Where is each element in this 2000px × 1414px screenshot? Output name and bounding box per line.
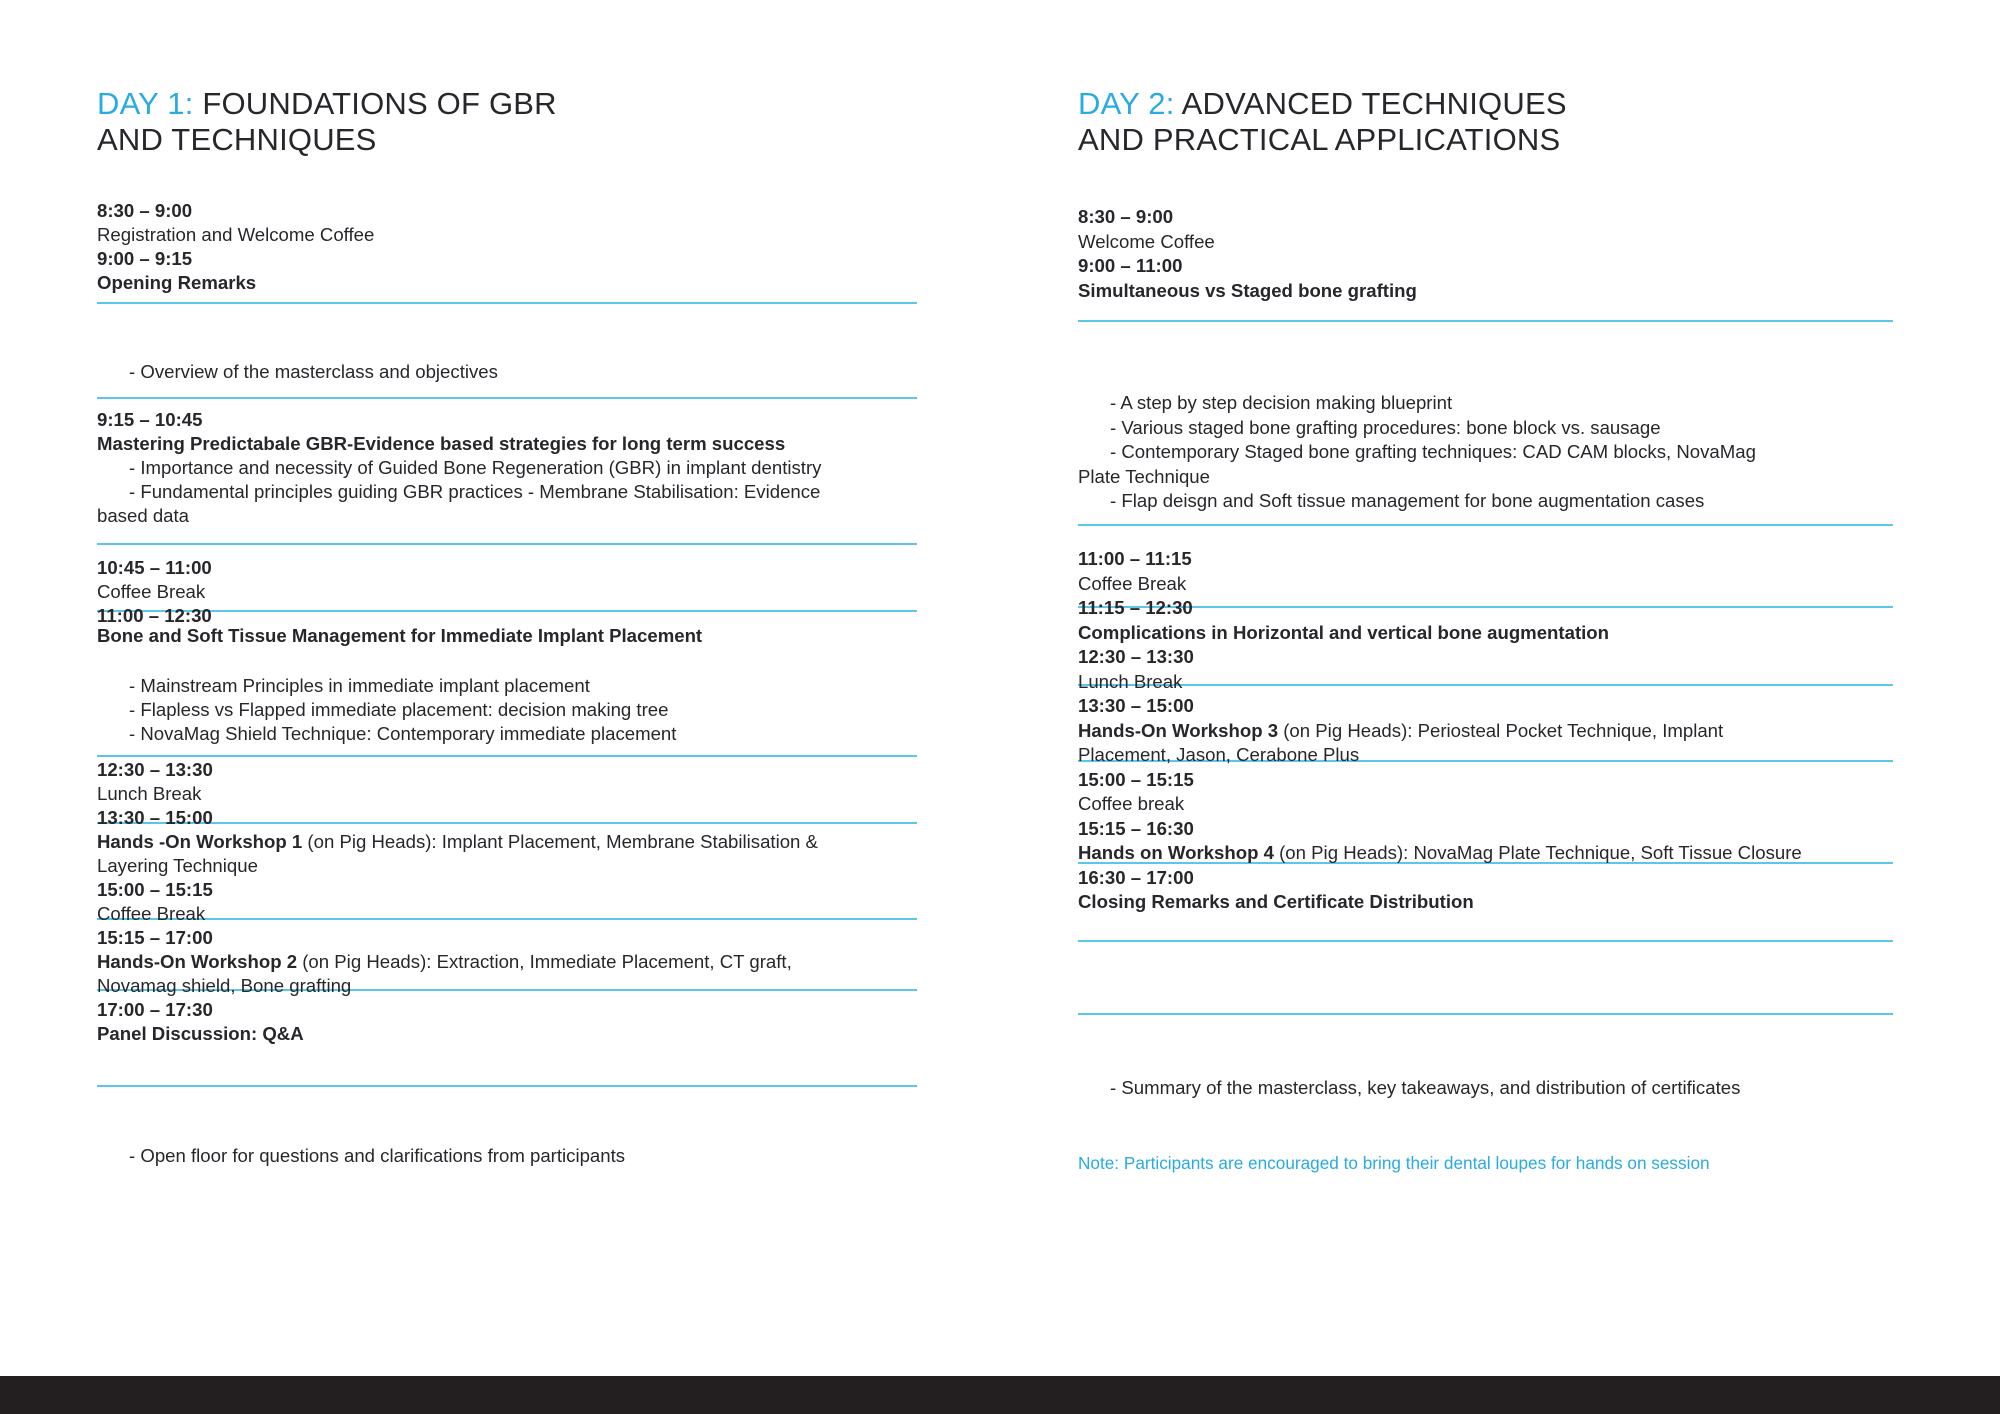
agenda-text: (on Pig Heads): Extraction, Immediate Placement, CT graft, xyxy=(297,951,792,972)
agenda-line xyxy=(1078,254,1893,279)
agenda-text-bold: 15:15 – 16:30 xyxy=(1078,817,1194,839)
agenda-text-bold: Hands on Workshop 4 xyxy=(1078,842,1274,863)
agenda-block xyxy=(97,408,917,528)
agenda-text-bold: 13:30 – 15:00 xyxy=(97,807,213,828)
agenda-text-bold: Opening Remarks xyxy=(97,272,257,293)
agenda-text: - Flapless vs Flapped immediate placement: decision making tree xyxy=(129,699,669,720)
agenda-text: - Mainstream Principles in immediate implant placement xyxy=(129,675,590,696)
section-divider xyxy=(1078,320,1893,322)
agenda-line xyxy=(97,974,917,998)
agenda-line xyxy=(97,271,917,295)
agenda-text: Coffee break xyxy=(1078,793,1185,814)
agenda-text-bold: Panel Discussion: Q&A xyxy=(97,1023,304,1044)
agenda-line xyxy=(1078,866,1893,891)
agenda-text: - Fundamental principles guiding GBR practices - Membrane Stabilisation: Evidence xyxy=(129,481,821,502)
agenda-line xyxy=(1078,440,1893,465)
day1-title xyxy=(97,86,557,157)
agenda-line xyxy=(1078,768,1893,793)
agenda-text: Placement, Jason, Cerabone Plus xyxy=(1078,744,1360,765)
agenda-text-bold: 17:00 – 17:30 xyxy=(97,999,213,1020)
agenda-line xyxy=(1078,743,1893,768)
agenda-line xyxy=(1078,596,1893,621)
agenda-line xyxy=(1078,1076,1893,1101)
agenda-text-bold: 8:30 – 9:00 xyxy=(1078,206,1174,227)
agenda-line xyxy=(1078,621,1893,646)
agenda-block xyxy=(1078,1076,1893,1101)
agenda-line xyxy=(97,1144,917,1168)
agenda-line xyxy=(97,580,917,604)
agenda-line xyxy=(97,698,917,722)
agenda-line xyxy=(97,624,917,648)
day2-title-line1 xyxy=(1078,86,1567,122)
agenda-line xyxy=(1078,792,1893,817)
agenda-block xyxy=(1078,547,1893,915)
agenda-line xyxy=(1078,416,1893,441)
agenda-text-bold: 11:00 – 12:30 xyxy=(97,605,212,626)
agenda-text-bold: 13:30 – 15:00 xyxy=(1078,695,1194,716)
agenda-line xyxy=(1078,205,1893,230)
agenda-text-bold: Mastering Predictabale GBR-Evidence based strategies for long term success xyxy=(97,433,786,454)
agenda-text-bold: 16:30 – 17:00 xyxy=(1078,866,1194,888)
agenda-text-bold: Simultaneous vs Staged bone grafting xyxy=(1078,279,1417,301)
agenda-line xyxy=(97,806,917,830)
agenda-text: Lunch Break xyxy=(97,783,202,804)
day1-title-text: FOUNDATIONS OF GBR xyxy=(193,86,557,121)
day2-label: DAY 2: xyxy=(1078,86,1175,121)
agenda-line xyxy=(1078,719,1893,744)
agenda-text: (on Pig Heads): Periosteal Pocket Technique, Implant xyxy=(1278,719,1724,741)
agenda-text: (on Pig Heads): Implant Placement, Membrane Stabilisation & xyxy=(302,831,818,852)
agenda-line xyxy=(97,432,917,456)
agenda-block xyxy=(97,624,917,648)
agenda-text: - Open floor for questions and clarifications from participants xyxy=(129,1145,626,1166)
agenda-line xyxy=(1078,694,1893,719)
agenda-text: Welcome Coffee xyxy=(1078,230,1215,252)
agenda-text: Novamag shield, Bone grafting xyxy=(97,975,352,996)
agenda-text-bold: 10:45 – 11:00 xyxy=(97,557,212,578)
agenda-line xyxy=(1078,279,1893,304)
agenda-block xyxy=(97,556,917,628)
agenda-text-bold: 12:30 – 13:30 xyxy=(1078,646,1194,667)
agenda-text-bold: Bone and Soft Tissue Management for Immediate Implant Placement xyxy=(97,625,703,646)
agenda-text-bold: 15:15 – 17:00 xyxy=(97,927,213,948)
agenda-text-bold: 15:00 – 15:15 xyxy=(97,879,213,900)
agenda-line xyxy=(97,722,917,746)
agenda-text-bold: 9:00 – 9:15 xyxy=(97,248,193,269)
section-divider xyxy=(97,755,917,757)
agenda-line xyxy=(1078,890,1893,915)
agenda-text: - Flap deisgn and Soft tissue management for bone augmentation cases xyxy=(1110,490,1705,511)
agenda-line xyxy=(97,360,917,384)
day1-title-line2: AND TECHNIQUES xyxy=(97,121,377,157)
agenda-text: Coffee Break xyxy=(97,903,206,924)
agenda-line xyxy=(1078,465,1893,490)
agenda-line xyxy=(1078,670,1893,695)
agenda-block xyxy=(97,758,917,1046)
agenda-line xyxy=(97,247,917,271)
agenda-text: - Contemporary Staged bone grafting techniques: CAD CAM blocks, NovaMag xyxy=(1110,441,1756,462)
section-divider xyxy=(97,1085,917,1087)
agenda-text: Registration and Welcome Coffee xyxy=(97,224,375,245)
section-divider xyxy=(1078,940,1893,942)
agenda-text-bold: 8:30 – 9:00 xyxy=(97,200,193,221)
day2-column xyxy=(1078,0,1893,1376)
agenda-text: - Importance and necessity of Guided Bone Regeneration (GBR) in implant dentistry xyxy=(129,457,822,478)
day2-title xyxy=(1078,86,1567,157)
agenda-line xyxy=(97,408,917,432)
agenda-line xyxy=(97,902,917,926)
agenda-text-bold: Hands -On Workshop 1 xyxy=(97,831,303,852)
day1-column xyxy=(97,0,917,1376)
agenda-text: Layering Technique xyxy=(97,855,258,876)
agenda-line xyxy=(1078,645,1893,670)
agenda-line xyxy=(97,830,917,854)
agenda-block xyxy=(97,360,917,384)
agenda-text-bold: Hands-On Workshop 2 xyxy=(97,951,298,972)
agenda-text-bold: 9:00 – 11:00 xyxy=(1078,255,1183,276)
agenda-line xyxy=(97,854,917,878)
agenda-block xyxy=(97,199,917,295)
agenda-text: Coffee Break xyxy=(1078,572,1187,594)
agenda-text: (on Pig Heads): NovaMag Plate Technique, Soft Tissue Closure xyxy=(1273,842,1802,863)
section-divider xyxy=(97,543,917,545)
agenda-line xyxy=(97,950,917,974)
agenda-text-bold: Complications in Horizontal and vertical bone augmentation xyxy=(1078,621,1610,643)
agenda-line xyxy=(1078,489,1893,514)
agenda-text: Plate Technique xyxy=(1078,465,1210,487)
participants-note: Note: Participants are encouraged to bring their dental loupes for hands on session xyxy=(1078,1153,1710,1173)
day1-label: DAY 1: xyxy=(97,86,194,121)
agenda-text-bold: 11:15 – 12:30 xyxy=(1078,597,1193,618)
section-divider xyxy=(97,397,917,399)
day2-title-line2: AND PRACTICAL APPLICATIONS xyxy=(1078,121,1561,157)
agenda-line xyxy=(97,480,917,504)
agenda-line xyxy=(1078,841,1893,866)
agenda-text-bold: 11:00 – 11:15 xyxy=(1078,548,1192,569)
agenda-text: based data xyxy=(97,505,190,526)
day1-title-line1 xyxy=(97,86,557,122)
footer-bar xyxy=(0,1376,2000,1414)
agenda-block xyxy=(1078,205,1893,303)
agenda-text-bold: Closing Remarks and Certificate Distribution xyxy=(1078,891,1474,912)
agenda-text: - Overview of the masterclass and objectives xyxy=(129,361,498,382)
agenda-line xyxy=(97,199,917,223)
agenda-block xyxy=(97,674,917,746)
agenda-line xyxy=(97,556,917,580)
agenda-line xyxy=(97,456,917,480)
section-divider xyxy=(1078,1013,1893,1015)
agenda-text-bold: 15:00 – 15:15 xyxy=(1078,768,1194,790)
agenda-line xyxy=(97,782,917,806)
agenda-block xyxy=(1078,391,1893,514)
agenda-line xyxy=(97,998,917,1022)
agenda-text-bold: 9:15 – 10:45 xyxy=(97,409,203,430)
agenda-text: - Various staged bone grafting procedures: bone block vs. sausage xyxy=(1110,416,1661,438)
agenda-text: - A step by step decision making blueprint xyxy=(1110,392,1453,413)
agenda-line xyxy=(1078,817,1893,842)
agenda-text: - NovaMag Shield Technique: Contemporary immediate placement xyxy=(129,723,677,744)
agenda-line xyxy=(1078,230,1893,255)
section-divider xyxy=(97,302,917,304)
agenda-line xyxy=(1078,547,1893,572)
agenda-text: - Summary of the masterclass, key takeaways, and distribution of certificates xyxy=(1110,1077,1741,1098)
agenda-line xyxy=(97,926,917,950)
agenda-line xyxy=(97,878,917,902)
section-divider xyxy=(1078,524,1893,526)
agenda-line xyxy=(97,674,917,698)
agenda-text: Coffee Break xyxy=(97,581,206,602)
day2-title-text: ADVANCED TECHNIQUES xyxy=(1174,86,1567,121)
agenda-line xyxy=(97,223,917,247)
agenda-text: Lunch Break xyxy=(1078,670,1183,692)
agenda-block xyxy=(97,1144,917,1168)
agenda-text-bold: Hands-On Workshop 3 xyxy=(1078,719,1279,741)
agenda-line xyxy=(1078,572,1893,597)
agenda-text-bold: 12:30 – 13:30 xyxy=(97,759,213,780)
agenda-line xyxy=(97,504,917,528)
agenda-line xyxy=(97,1022,917,1046)
agenda-line xyxy=(97,758,917,782)
agenda-line xyxy=(1078,391,1893,416)
